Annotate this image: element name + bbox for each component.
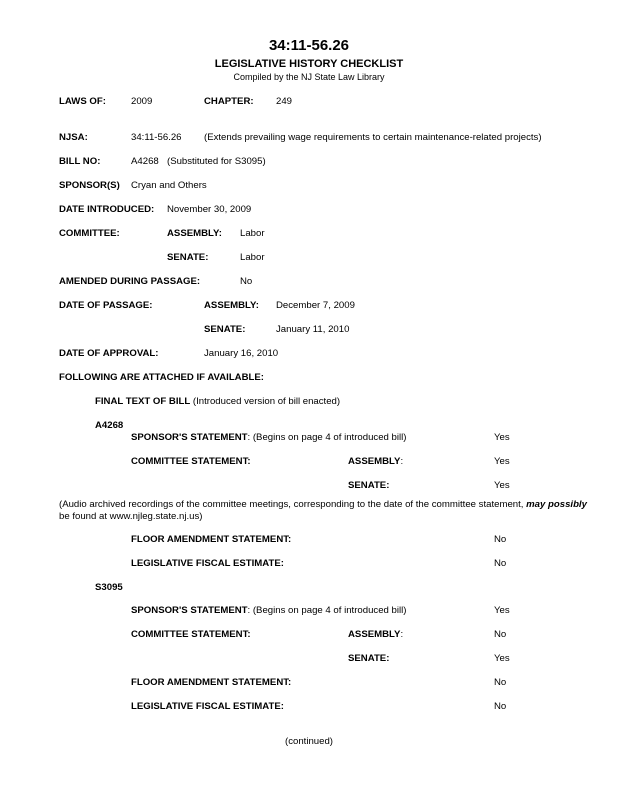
committee-assembly-value: Labor	[240, 228, 265, 239]
a4268-assembly-line	[348, 457, 403, 467]
s3095-sponsor-label: SPONSOR'S STATEMENT	[131, 605, 248, 616]
s3095-assembly-line	[348, 630, 403, 640]
a4268-sponsor-value: Yes	[494, 432, 510, 443]
a4268-assembly-colon: :	[400, 456, 404, 467]
sponsor-value: Cryan and Others	[131, 180, 207, 191]
committee-senate-label: SENATE:	[167, 252, 209, 263]
amended-label: AMENDED DURING PASSAGE:	[59, 276, 201, 287]
a4268-assembly-value: Yes	[494, 456, 510, 467]
chapter-value: 249	[276, 96, 293, 107]
laws-of-label: LAWS OF:	[59, 96, 106, 107]
date-introduced-label: DATE INTRODUCED:	[59, 204, 155, 215]
passage-senate-label: SENATE:	[204, 324, 246, 335]
sponsor-label: SPONSOR(S)	[59, 180, 120, 191]
s3095-sponsor-line	[131, 606, 406, 616]
bill-no-label: BILL NO:	[59, 156, 101, 167]
final-text-line	[95, 397, 340, 407]
laws-of-value: 2009	[131, 96, 153, 107]
a4268-fiscal-value: No	[494, 558, 507, 569]
a4268-assembly-label: ASSEMBLY	[348, 456, 401, 467]
s3095-sponsor-value: Yes	[494, 605, 510, 616]
s3095-senate-label: SENATE:	[348, 653, 390, 664]
final-text-label: FINAL TEXT OF BILL	[95, 396, 191, 407]
attached-heading: FOLLOWING ARE ATTACHED IF AVAILABLE:	[59, 372, 264, 383]
s3095-sponsor-note: : (Begins on page 4 of introduced bill)	[247, 605, 407, 616]
page-subtitle: LEGISLATIVE HISTORY CHECKLIST	[214, 58, 404, 70]
passage-assembly-value: December 7, 2009	[276, 300, 355, 311]
audio-note-emph: may possibly	[526, 499, 587, 510]
s3095-senate-value: Yes	[494, 653, 510, 664]
committee-label: COMMITTEE:	[59, 228, 120, 239]
s3095-fiscal-label: LEGISLATIVE FISCAL ESTIMATE:	[131, 701, 284, 712]
continued-note: (continued)	[285, 736, 333, 747]
s3095-assembly-label: ASSEMBLY	[348, 629, 401, 640]
page-title: 34:11-56.26	[268, 37, 350, 54]
amended-value: No	[240, 276, 253, 287]
audio-note-line1	[59, 500, 587, 510]
a4268-fiscal-label: LEGISLATIVE FISCAL ESTIMATE:	[131, 558, 284, 569]
a4268-committee-label: COMMITTEE STATEMENT:	[131, 456, 251, 467]
s3095-assembly-value: No	[494, 629, 507, 640]
passage-label: DATE OF PASSAGE:	[59, 300, 153, 311]
a4268-floor-value: No	[494, 534, 507, 545]
a4268-sponsor-note: : (Begins on page 4 of introduced bill)	[247, 432, 407, 443]
compiled-by: Compiled by the NJ State Law Library	[233, 72, 385, 82]
njsa-description: (Extends prevailing wage requirements to certain maintenance-related projects)	[204, 132, 542, 143]
a4268-label: A4268	[95, 420, 124, 431]
a4268-sponsor-line	[131, 433, 406, 443]
audio-note-part2: be found at www.njleg.state.nj.us)	[59, 511, 203, 522]
s3095-committee-label: COMMITTEE STATEMENT:	[131, 629, 251, 640]
approval-label: DATE OF APPROVAL:	[59, 348, 159, 359]
bill-no-note: (Substituted for S3095)	[167, 156, 266, 167]
committee-senate-value: Labor	[240, 252, 265, 263]
chapter-label: CHAPTER:	[204, 96, 254, 107]
s3095-floor-value: No	[494, 677, 507, 688]
passage-senate-value: January 11, 2010	[276, 324, 350, 335]
passage-assembly-label: ASSEMBLY:	[204, 300, 259, 311]
s3095-floor-label: FLOOR AMENDMENT STATEMENT:	[131, 677, 292, 688]
approval-value: January 16, 2010	[204, 348, 279, 359]
a4268-floor-label: FLOOR AMENDMENT STATEMENT:	[131, 534, 292, 545]
s3095-fiscal-value: No	[494, 701, 507, 712]
audio-note-part1: (Audio archived recordings of the committee meetings, corresponding to the date of the committee statement,	[59, 499, 527, 510]
njsa-value: 34:11-56.26	[131, 132, 182, 143]
committee-assembly-label: ASSEMBLY:	[167, 228, 222, 239]
a4268-sponsor-label: SPONSOR'S STATEMENT	[131, 432, 248, 443]
date-introduced-value: November 30, 2009	[167, 204, 252, 215]
bill-no-value: A4268	[131, 156, 159, 167]
final-text-note: (Introduced version of bill enacted)	[192, 396, 341, 407]
s3095-assembly-colon: :	[400, 629, 404, 640]
njsa-label: NJSA:	[59, 132, 88, 143]
a4268-senate-value: Yes	[494, 480, 510, 491]
a4268-senate-label: SENATE:	[348, 480, 390, 491]
s3095-label: S3095	[95, 582, 123, 593]
